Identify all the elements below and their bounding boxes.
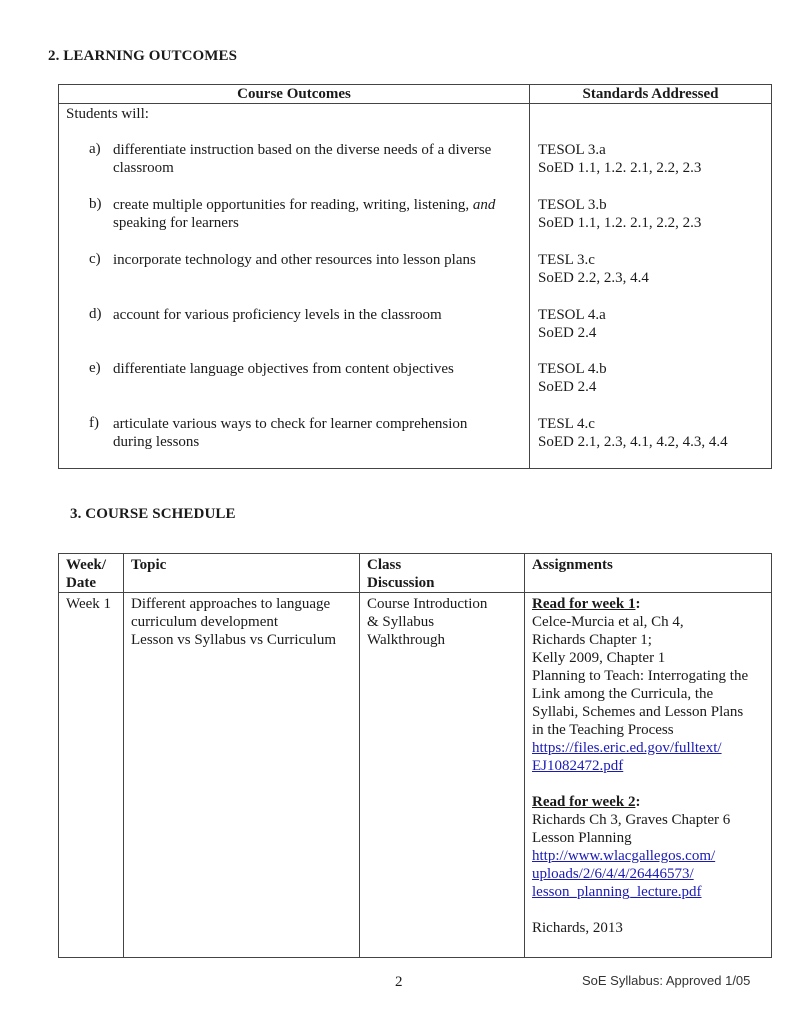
section-heading-learning-outcomes: 2. LEARNING OUTCOMES bbox=[48, 48, 238, 64]
topic-line: Lesson vs Syllabus vs Curriculum bbox=[131, 632, 336, 648]
outcome-text-emphasis: and bbox=[472, 197, 496, 213]
outcomes-cell bbox=[59, 104, 530, 469]
column-header-week-date bbox=[59, 554, 124, 593]
standards-item-b bbox=[538, 196, 701, 232]
class-discussion-cell bbox=[360, 593, 525, 958]
week-cell: Week 1 bbox=[59, 593, 124, 958]
standard-code: TESOL 3.b bbox=[538, 197, 607, 213]
standard-code: TESL 3.c bbox=[538, 252, 595, 268]
schedule-header-row bbox=[59, 554, 772, 593]
class-line: Course Introduction bbox=[367, 596, 488, 612]
outcome-letter: e) bbox=[89, 360, 101, 376]
lesson-planning-lecture-link[interactable] bbox=[532, 847, 764, 901]
reading-line: Syllabi, Schemes and Lesson Plans bbox=[532, 704, 744, 720]
topic-line: curriculum development bbox=[131, 614, 279, 630]
table-row bbox=[59, 593, 772, 958]
learning-outcomes-table bbox=[58, 84, 772, 469]
reading-line: Richards Ch 3, Graves Chapter 6 bbox=[532, 812, 731, 828]
outcome-text-line: incorporate technology and other resources into lesson plans bbox=[113, 252, 476, 268]
outcome-text-line: account for various proficiency levels in the classroom bbox=[113, 307, 442, 323]
outcome-text-line: differentiate instruction based on the diverse needs of a diverse bbox=[113, 142, 492, 158]
standard-code: TESOL 3.a bbox=[538, 142, 606, 158]
outcome-text-line bbox=[113, 196, 523, 214]
assignments-cell bbox=[525, 593, 772, 958]
footer-approval-note: SoE Syllabus: Approved 1/05 bbox=[582, 973, 751, 988]
outcome-text-line: classroom bbox=[113, 160, 174, 176]
standard-code: TESOL 4.a bbox=[538, 307, 606, 323]
spacer bbox=[532, 901, 764, 919]
class-line: & Syllabus bbox=[367, 614, 435, 630]
students-will-intro: Students will: bbox=[66, 106, 149, 122]
reading-line: Link among the Curricula, the bbox=[532, 686, 714, 702]
link-text-line[interactable]: EJ1082472.pdf bbox=[532, 758, 624, 774]
outcome-letter: f) bbox=[89, 415, 99, 431]
standard-code: SoED 2.1, 2.3, 4.1, 4.2, 4.3, 4.4 bbox=[538, 434, 728, 450]
standard-code: SoED 2.2, 2.3, 4.4 bbox=[538, 270, 649, 286]
header-text: Week/ bbox=[66, 557, 106, 573]
page-number: 2 bbox=[395, 974, 403, 990]
reading-line: Celce-Murcia et al, Ch 4, bbox=[532, 614, 684, 630]
standards-item-f bbox=[538, 415, 728, 451]
spacer bbox=[532, 775, 764, 793]
link-text-line[interactable]: http://www.wlacgallegos.com/ bbox=[532, 848, 716, 864]
section-heading-course-schedule: 3. COURSE SCHEDULE bbox=[70, 506, 236, 522]
link-text-line[interactable]: lesson_planning_lecture.pdf bbox=[532, 884, 702, 900]
outcome-text-line: speaking for learners bbox=[113, 215, 239, 231]
course-schedule-table bbox=[58, 553, 772, 958]
reading-line: Lesson Planning bbox=[532, 830, 632, 846]
outcome-text bbox=[113, 360, 523, 378]
outcome-text-line: articulate various ways to check for learner comprehension bbox=[113, 416, 468, 432]
outcome-letter: d) bbox=[89, 306, 102, 322]
standards-item-e bbox=[538, 360, 607, 396]
outcome-text bbox=[113, 251, 523, 269]
column-header-class-discussion bbox=[360, 554, 525, 593]
standard-code: SoED 1.1, 1.2. 2.1, 2.2, 2.3 bbox=[538, 160, 702, 176]
outcome-letter: a) bbox=[89, 141, 101, 157]
outcome-text bbox=[113, 141, 523, 177]
outcome-text bbox=[113, 196, 523, 232]
reading-line: Kelly 2009, Chapter 1 bbox=[532, 650, 666, 666]
reading-line: in the Teaching Process bbox=[532, 722, 674, 738]
column-header-standards-addressed: Standards Addressed bbox=[530, 85, 772, 104]
reading-line: Planning to Teach: Interrogating the bbox=[532, 668, 749, 684]
standards-cell bbox=[530, 104, 772, 469]
header-text: Class bbox=[367, 557, 402, 573]
read-week-2-label: Read for week 2 bbox=[532, 794, 636, 810]
outcome-letter: c) bbox=[89, 251, 101, 267]
label-colon: : bbox=[635, 794, 641, 810]
link-text-line[interactable]: https://files.eric.ed.gov/fulltext/ bbox=[532, 740, 722, 756]
link-text-line[interactable]: uploads/2/6/4/4/26446573/ bbox=[532, 866, 694, 882]
header-text: Discussion bbox=[367, 575, 435, 591]
read-week-2-heading bbox=[532, 793, 764, 811]
standards-item-c bbox=[538, 251, 649, 287]
standards-item-a bbox=[538, 141, 701, 177]
class-line: Walkthrough bbox=[367, 632, 445, 648]
outcome-text-line: during lessons bbox=[113, 434, 200, 450]
standard-code: TESOL 4.b bbox=[538, 361, 607, 377]
outcome-text bbox=[113, 415, 523, 451]
standards-item-d bbox=[538, 306, 606, 342]
standard-code: SoED 2.4 bbox=[538, 379, 597, 395]
standard-code: SoED 2.4 bbox=[538, 325, 597, 341]
topic-cell bbox=[124, 593, 360, 958]
outcome-text bbox=[113, 306, 523, 324]
read-week-1-heading bbox=[532, 595, 764, 613]
outcome-text-part: create multiple opportunities for reading, writing, listening, bbox=[113, 197, 473, 213]
reading-line: Richards, 2013 bbox=[532, 920, 623, 936]
read-week-1-label: Read for week 1 bbox=[532, 596, 636, 612]
standard-code: TESL 4.c bbox=[538, 416, 595, 432]
eric-fulltext-link[interactable] bbox=[532, 739, 764, 775]
column-header-topic: Topic bbox=[124, 554, 360, 593]
outcome-letter: b) bbox=[89, 196, 102, 212]
label-colon: : bbox=[635, 596, 641, 612]
standard-code: SoED 1.1, 1.2. 2.1, 2.2, 2.3 bbox=[538, 215, 702, 231]
reading-line: Richards Chapter 1; bbox=[532, 632, 652, 648]
column-header-assignments: Assignments bbox=[525, 554, 772, 593]
column-header-course-outcomes: Course Outcomes bbox=[59, 85, 530, 104]
topic-line: Different approaches to language bbox=[131, 596, 331, 612]
header-text: Date bbox=[66, 575, 96, 591]
outcome-text-line: differentiate language objectives from content objectives bbox=[113, 361, 454, 377]
